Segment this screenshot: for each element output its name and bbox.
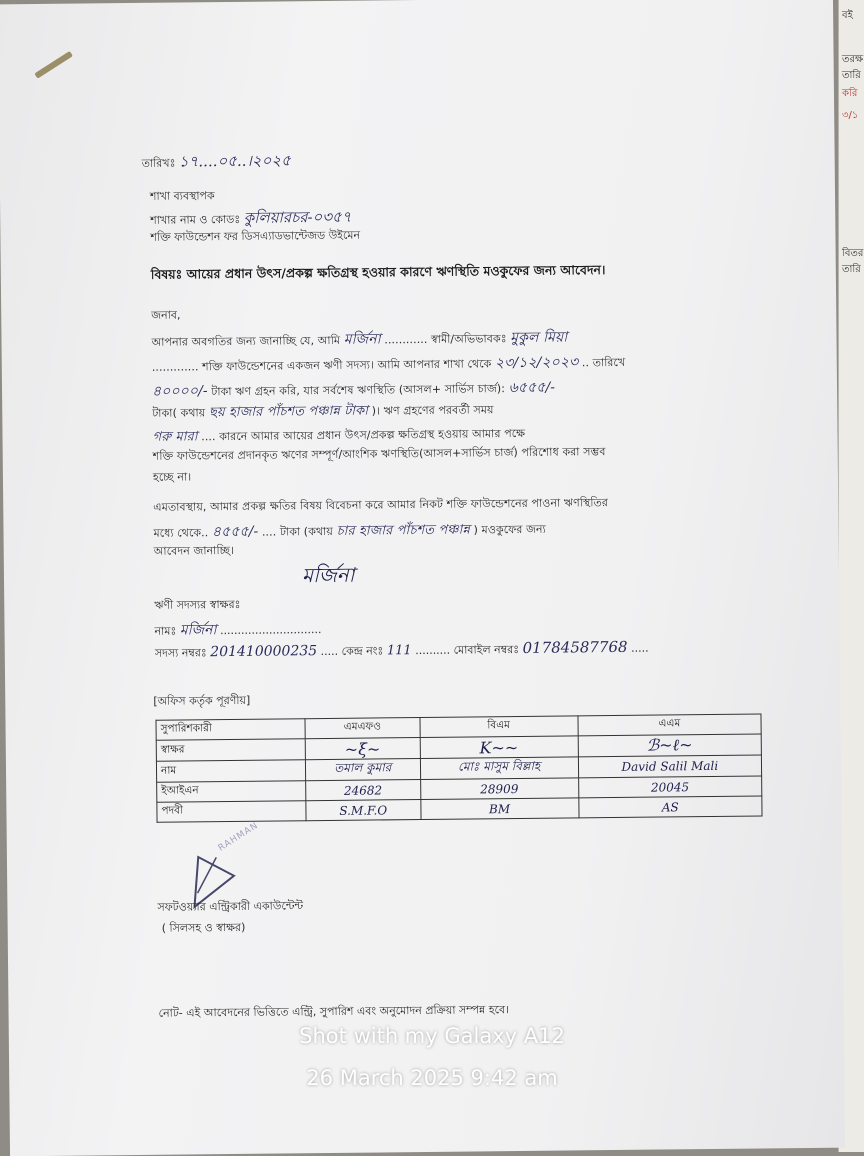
reason-hw: গরু মারা — [152, 429, 198, 445]
col-header: বিএম — [419, 716, 577, 738]
table-cell: তমাল কুমার — [305, 759, 420, 781]
body-text: আপনার অবগতির জন্য জানাচ্ছি যে, আমি — [151, 333, 341, 349]
subject-line: বিষয়ঃ আয়ের প্রধান উৎস/প্রকল্প ক্ষতিগ্রস্থ হওয়ার কারণে ঋণস্থিতি মওকুফের জন্য আবেদন। — [150, 262, 606, 282]
table-cell: BM — [420, 798, 578, 820]
body-line-3 — [152, 376, 555, 404]
member-name-value: মর্জিনা — [179, 622, 217, 639]
footer-note: নোট- এই আবেদনের ভিত্তিতে এন্ট্রি, সুপারিশ এবং অনুমোদন প্রক্রিয়া সম্পন্ন হবে। — [158, 1003, 510, 1020]
body-line-1 — [151, 325, 567, 353]
body-text: ............ স্বামী/অভিভাবকঃ — [384, 332, 507, 347]
table-cell: David Salil Mali — [578, 755, 762, 778]
balance-words-hw: ছয় হাজার পাঁচশত পঞ্চান্ন টাকা — [208, 403, 369, 421]
body-line-9 — [153, 517, 546, 545]
member-id-line: সদস্য নম্বরঃ 201410000235 ..... কেন্দ্র নংঃ 111 .......... মোবাইল নম্বরঃ 01784587768 ..... — [154, 637, 649, 661]
body-text: )। ঋণ গ্রহণের পরবর্তী সময় — [371, 403, 494, 418]
row-label: ইআইএন — [157, 781, 306, 803]
table-cell: 24682 — [306, 780, 421, 801]
body-text: .... কারনে আমার আয়ের প্রধান উৎস/প্রকল্প ক্ষতিগ্রস্থ হওয়ায় আমার পক্ষে — [201, 426, 526, 444]
body-line-4 — [152, 400, 494, 425]
body-text: মধ্যে থেকে.. — [153, 526, 209, 540]
body-text: টাকা( কথায় — [152, 406, 206, 420]
side-text: তারি — [842, 70, 861, 81]
body-text: ............. শক্তি ফাউন্ডেশনের একজন ঋণী সদস্য। আমি আপনার শাখা থেকে — [151, 357, 492, 374]
accountant-seal-note: ( সিলসহ ও স্বাক্ষর) — [161, 920, 246, 935]
row-label: পদবী — [157, 801, 306, 823]
balance-hw: ৬৫৫৫/- — [508, 379, 556, 397]
row-label: নাম — [156, 760, 305, 783]
side-text: বই — [842, 10, 853, 21]
guardian-name-hw: মুকুল মিয়া — [510, 329, 568, 347]
staple-mark — [34, 51, 73, 79]
body-text: .. তারিখে — [581, 355, 626, 370]
member-sig-label: ঋণী সদস্যর স্বাক্ষরঃ — [154, 597, 241, 612]
table-cell: AS — [579, 796, 763, 818]
member-id-value: 201410000235 — [210, 643, 318, 661]
side-text: করি — [842, 88, 858, 99]
side-text: তারি — [842, 264, 861, 275]
col-header: এমএফও — [305, 718, 420, 739]
member-signature: মর্জিনা — [301, 562, 355, 588]
table-cell: 20045 — [578, 776, 762, 798]
row-label: স্বাক্ষর — [156, 739, 305, 762]
member-id-label: সদস্য নম্বরঃ — [154, 646, 207, 660]
stamp-text: RAHMAN — [216, 820, 261, 854]
table-cell: 28909 — [420, 778, 578, 800]
branch-label: শাখার নাম ও কোডঃ — [150, 212, 241, 227]
member-name-label: নামঃ — [154, 624, 177, 638]
waiver-words-hw: চার হাজার পাঁচশত পঞ্চান্ন — [336, 522, 471, 539]
col-header: এএম — [578, 714, 762, 736]
organization-name: শক্তি ফাউন্ডেশন ফর ডিসএ্যাডভান্টেজড উইমেন — [150, 228, 361, 244]
body-text: .... টাকা (কথায় — [261, 524, 334, 539]
body-text: টাকা ঋণ গ্রহন করি, যার সর্বশেষ ঋণস্থিতি (আসল+ সার্ভিস চার্জ): — [211, 382, 506, 399]
recipient-title: শাখা ব্যবস্থাপক — [149, 189, 215, 203]
camera-watermark-line-2: 26 March 2025 9:42 am — [306, 1066, 558, 1090]
signature-cell: K~~ — [420, 736, 578, 759]
body-line-6: শক্তি ফাউন্ডেশনের প্রদানকৃত ঋণের সম্পূর্ণ/আংশিক ঋণস্থিতি(আসল+সার্ভিস চার্জ) পরিশোধ করা সম্ভব — [152, 445, 606, 463]
accountant-title: সফটওয়্যার এন্ট্রিকারী একাউন্টেন্ট — [157, 899, 304, 914]
signature-cell: ℬ~ℓ~ — [578, 734, 762, 757]
center-value: 111 — [386, 643, 412, 659]
table-cell: মোঃ মাসুম বিল্লাহ — [420, 757, 578, 780]
mobile-value: 01784587768 — [522, 637, 628, 657]
body-line-7: হচ্ছে না। — [152, 470, 192, 484]
date-line — [142, 149, 291, 176]
member-name-line: নামঃ মর্জিনা ............................. — [154, 622, 322, 639]
center-label: কেন্দ্র নংঃ — [341, 644, 384, 658]
signature-cell: ~ξ~ — [305, 738, 420, 760]
body-line-2 — [152, 350, 626, 379]
side-text: ৩/১ — [842, 110, 859, 121]
camera-watermark-line-1: Shot with my Galaxy A12 — [299, 1024, 565, 1048]
body-line-10: আবেদন জানাচ্ছি। — [153, 543, 235, 558]
waiver-amount-hw: ৪৫৫৫/- — [211, 523, 259, 541]
salutation: জনাব, — [151, 308, 181, 322]
body-text: ) মওকুফের জন্য — [473, 522, 546, 537]
mobile-label: মোবাইল নম্বরঃ — [453, 642, 520, 657]
office-heading: [অফিস কর্তৃক পূরণীয়] — [153, 693, 251, 708]
branch-value: কুলিয়ারচর-০৩৫৭ — [243, 207, 352, 227]
side-text: তরক্ষ — [842, 54, 864, 65]
col-header: সুপারিশকারী — [156, 719, 305, 741]
body-line-8: এমতাবস্থায়, আমার প্রকল্প ক্ষতির বিষয় বিবেচনা করে আমার নিকট শক্তি ফাউন্ডেশনের পাওনা ঋণস্থিতির — [153, 496, 609, 514]
applicant-name-hw: মর্জিনা — [343, 331, 381, 348]
loan-date-hw: ২৩/১২/২০২৩ — [494, 354, 579, 372]
date-label: তারিখঃ — [141, 156, 176, 170]
side-text: বিতর — [842, 248, 864, 259]
loan-amount-hw: ৪০০০০/- — [151, 383, 208, 400]
table-cell: S.M.F.O — [306, 800, 421, 821]
date-value: ১৭....০৫..।২০২৫ — [178, 151, 291, 171]
